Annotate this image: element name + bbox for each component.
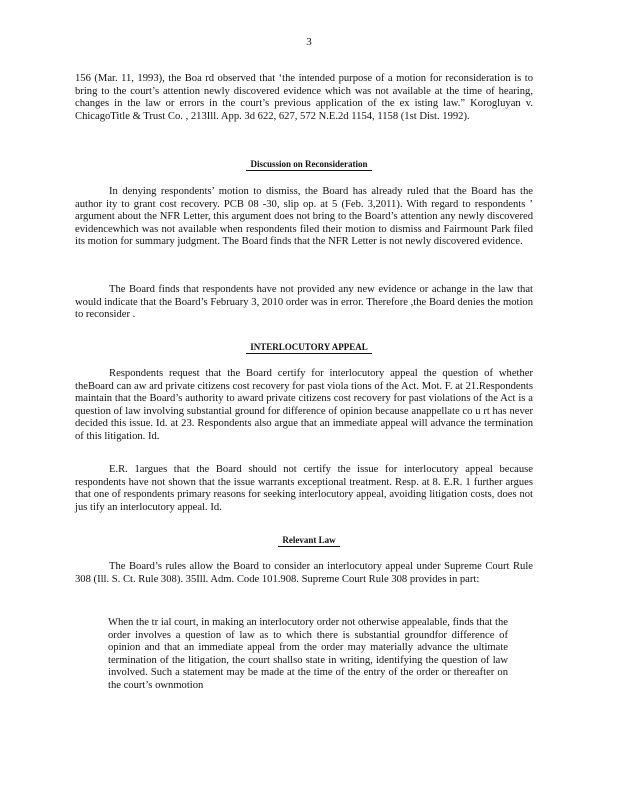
- heading-relevant-text: Relevant Law: [278, 535, 339, 547]
- block-quote-rule-308: When the tr ial court, in making an interlocutory order not otherwise appealable, finds that the order involves a question of law as to which there is substantial groundfor difference of opinion and that an immediate appeal from the order may materially advance the ultimate termination of the litigation, the court shallso state in writing, identifying the question of law involved. Such a statement may be made at the time of the entry of the order or thereafter on the court’s ownmotion: [108, 617, 508, 691]
- paragraph-finds: The Board finds that respondents have not provided any new evidence or achange in the law that would indicate that the Board’s February 3, 2010 order was in error. Therefore ,the Board denies the motion to reconsider .: [75, 284, 533, 321]
- heading-interlocutory-text: INTERLOCUTORY APPEAL: [246, 342, 371, 354]
- paragraph-intro: 156 (Mar. 11, 1993), the Boa rd observed that ‘the intended purpose of a motion for reconsideration is to bring to the court’s attention newly discovered evidence which was not available at the time of hearing, changes in the law or errors in the court’s previous application of the ex isting law.” Korogluyan v. ChicagoTitle & Trust Co. , 213Ill. App. 3d 622, 627, 572 N.E.2d 1154, 1158 (1st Dist. 1992).: [75, 73, 533, 122]
- paragraph-rules: The Board’s rules allow the Board to consider an interlocutory appeal under Supreme Court Rule 308 (Ill. S. Ct. Rule 308). 35Ill. Adm. Code 101.908. Supreme Court Rule 308 provides in part:: [75, 561, 533, 585]
- heading-relevant: [0, 534, 618, 547]
- heading-interlocutory: [0, 341, 618, 354]
- heading-discussion: [0, 158, 618, 171]
- page-number: 3: [306, 36, 312, 48]
- heading-discussion-text: Discussion on Reconsideration: [246, 159, 371, 171]
- paragraph-denying: In denying respondents’ motion to dismiss, the Board has already ruled that the Board has the author ity to grant cost recovery. PCB 08 -30, slip op. at 5 (Feb. 3,2011). With regard to respondents ’ argument about the NFR Letter, this argument does not bring to the Board’s attention any newly discovered evidencewhich was not available when respondents filed their motion to dismiss and Fairmount Park filed its motion for summary judgment. The Board finds that the NFR Letter is not newly discovered evidence.: [75, 186, 533, 248]
- paragraph-er: E.R. 1argues that the Board should not certify the issue for interlocutory appeal because respondents have not shown that the issue warrants exceptional treatment. Resp. at 8. E.R. 1 further argues that one of respondents primary reasons for seeking interlocutory appeal, avoiding litigation costs, does not jus tify an interlocutory appeal. Id.: [75, 464, 533, 513]
- paragraph-request: Respondents request that the Board certify for interlocutory appeal the question of whether theBoard can aw ard private citizens cost recovery for past viola tions of the Act. Mot. F. at 21.Respondents maintain that the Board’s authority to award private citizens cost recovery for past violations of the Act is a question of law involving substantial ground for difference of opinion because anappellate co u rt has never decided this issue. Id. at 23. Respondents also argue that an immediate appeal will advance the termination of this litigation. Id.: [75, 368, 533, 442]
